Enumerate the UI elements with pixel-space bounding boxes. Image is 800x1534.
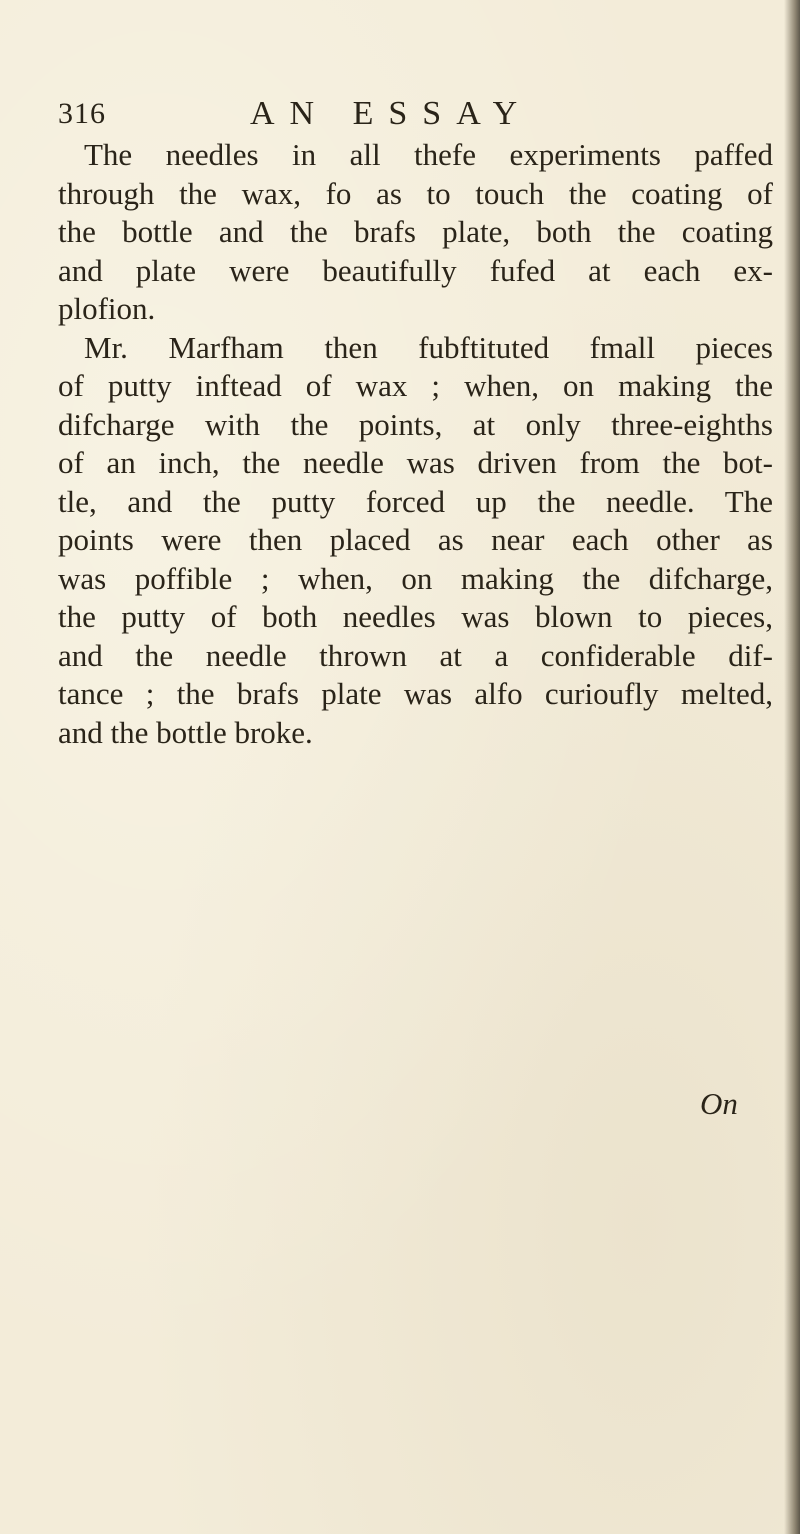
paragraph-1 bbox=[58, 136, 773, 329]
page-edge-shadow bbox=[784, 0, 800, 1534]
catchword: On bbox=[700, 1086, 738, 1121]
page-number: 316 bbox=[58, 97, 106, 130]
text-line: The needles in all thefe experiments paffed bbox=[84, 137, 773, 172]
text-line: was poffible ; when, on making the difcharge, bbox=[58, 560, 773, 596]
text-line: plofion. bbox=[58, 291, 156, 326]
text-line: points were then placed as near each other as bbox=[58, 522, 773, 557]
text-line: tle, and the putty forced up the needle. The bbox=[58, 483, 773, 519]
text-line: and the needle thrown at a confiderable dif- bbox=[58, 637, 773, 673]
running-head: AN ESSAY bbox=[250, 95, 533, 132]
text-line: the putty of both needles was blown to pieces, bbox=[58, 599, 773, 634]
text-line: and the bottle broke. bbox=[58, 714, 313, 750]
text-line: Mr. Marfham then fubftituted fmall pieces bbox=[84, 329, 773, 365]
text-line: and plate were beautifully fufed at each ex- bbox=[58, 252, 773, 288]
text-line: through the wax, fo as to touch the coating of bbox=[58, 175, 773, 211]
text-line: of an inch, the needle was driven from the bot- bbox=[58, 445, 773, 480]
text-line: tance ; the brafs plate was alfo curioufly melted, bbox=[58, 676, 773, 711]
text-line: of putty inftead of wax ; when, on making the bbox=[58, 368, 773, 403]
text-line: the bottle and the brafs plate, both the coating bbox=[58, 214, 773, 249]
paragraph-2 bbox=[58, 329, 773, 753]
text-line: difcharge with the points, at only three-eighths bbox=[58, 406, 773, 442]
body-text bbox=[58, 136, 773, 752]
page-header bbox=[58, 92, 758, 136]
